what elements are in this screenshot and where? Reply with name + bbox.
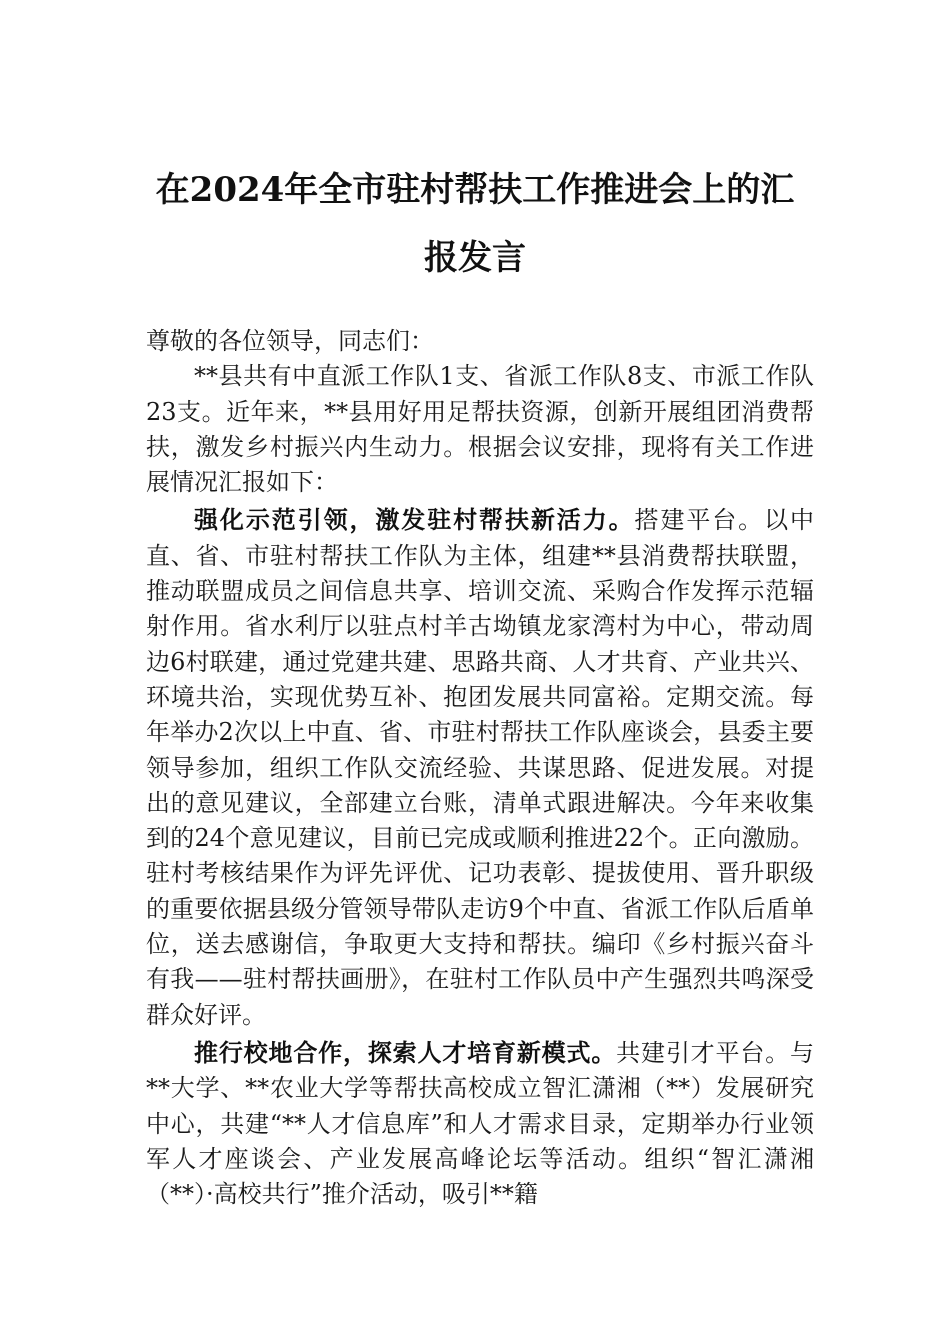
salutation: 尊敬的各位领导，同志们： xyxy=(146,327,434,355)
section-1-text: 搭建平台。以中直、省、市驻村帮扶工作队为主体，组建**县消费帮扶联盟，推动联盟成员之间信息共享、培训交流、采购合作发挥示范辐射作用。省水利厅以驻点村羊古坳镇龙家湾村为中心，带动周边6村联建，通过党建共建、思路共商、人才共育、产业共兴、环境共治，实现优势互补、抱团发展共同富裕。定期交流。每年举办2次以上中直、省、市驻村帮扶工作队座谈会，县委主要领导参加，组织工作队交流经验、共谋思路、促进发展。对提出的意见建议，全部建立台账，清单式跟进解决。今年来收集到的24个意见建议，目前已完成或顺利推进22个。正向激励。驻村考核结果作为评先评优、记功表彰、提拔使用、晋升职级的重要依据县级分管领导带队走访9个中直、省派工作队后盾单位，送去感谢信，争取更大支持和帮扶。编印《乡村振兴奋斗有我——驻村帮扶画册》，在驻村工作队员中产生强烈共鸣深受群众好评。 xyxy=(146,506,815,1029)
section-1-heading: 强化示范引领，激发驻村帮扶新活力。 xyxy=(194,506,635,535)
paragraph-intro xyxy=(146,359,814,500)
paragraph-section-2 xyxy=(146,1036,814,1212)
paragraph-intro-text: **县共有中直派工作队1支、省派工作队8支、市派工作队23支。近年来，**县用好用足帮扶资源，创新开展组团消费帮扶，激发乡村振兴内生动力。根据会议安排，现将有关工作进展情况汇报如下： xyxy=(146,362,814,497)
document-title-line-1: 在2024年全市驻村帮扶工作推进会上的汇 xyxy=(155,170,795,210)
document-body xyxy=(146,324,814,1212)
document-title-line-2: 报发言 xyxy=(424,238,526,278)
section-2-text: 共建引才平台。与**大学、**农业大学等帮扶高校成立智汇潇湘（**）发展研究中心，共建“**人才信息库”和人才需求目录，定期举办行业领军人才座谈会、产业发展高峰论坛等活动。组织“智汇潇湘（**）·高校共行”推介活动，吸引**籍 xyxy=(146,1038,815,1209)
section-2-heading: 推行校地合作，探索人才培育新模式。 xyxy=(194,1038,617,1067)
paragraph-section-1 xyxy=(146,503,814,1032)
